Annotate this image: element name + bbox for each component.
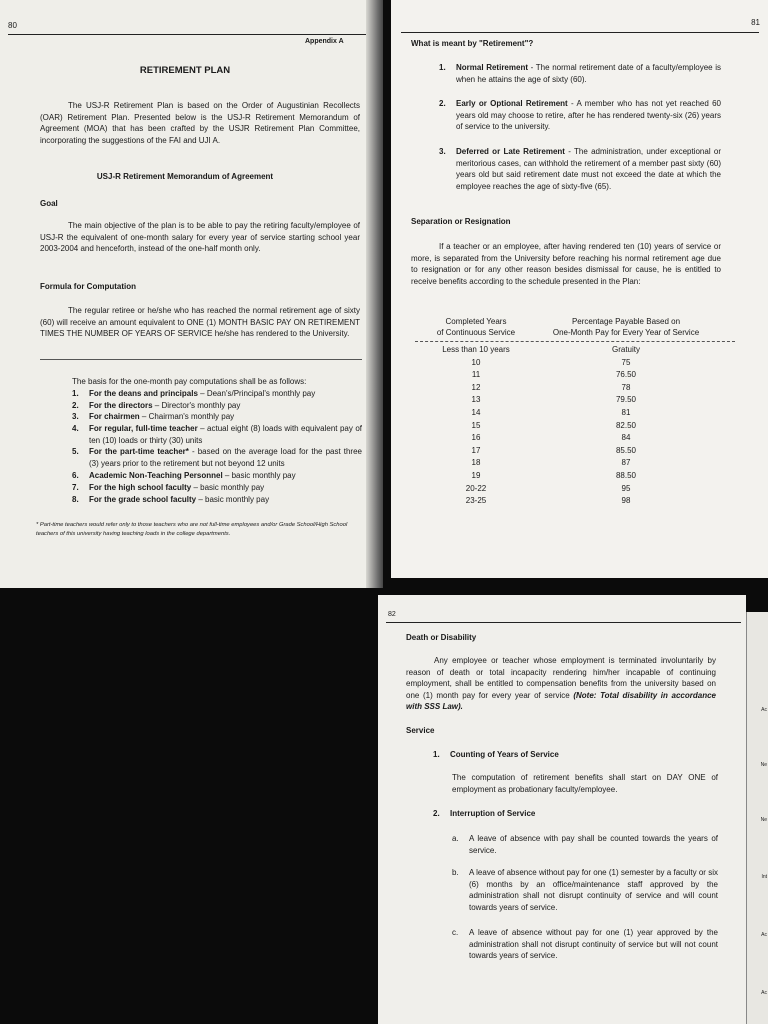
table-row bbox=[421, 432, 721, 445]
table-row bbox=[421, 394, 721, 407]
table-cell-percentage: 95 bbox=[621, 483, 631, 493]
basis-intro: The basis for the one-month pay computations shall be as follows: bbox=[72, 377, 307, 386]
retirement-question: What is meant by "Retirement"? bbox=[411, 39, 534, 48]
table-cell-years: 15 bbox=[471, 420, 481, 430]
footnote: * Part-time teachers would refer only to those teachers who are not full-time employees and/or Grade School/High School teachers of this university having teaching loads in the college departments. bbox=[36, 522, 348, 537]
formula-paragraph: The regular retiree or he/she who has reached the normal retirement age of sixty (60) will receive an amount equivalent to ONE (1) MONTH BASIC PAY ON RETIREMENT TIMES THE NUMBER OF YEARS OF SERVICE he/she has rendered to the University. bbox=[40, 306, 360, 339]
table-cell-percentage: 87 bbox=[621, 458, 631, 468]
page-number: 82 bbox=[388, 611, 396, 618]
service-item-1-text: The computation of retirement benefits shall start on DAY ONE of employment as probationary faculty/employee. bbox=[452, 773, 718, 794]
table-row bbox=[421, 407, 721, 420]
table-cell-years: 12 bbox=[471, 382, 481, 392]
table-cell-percentage: 81 bbox=[621, 407, 631, 417]
table-cell-percentage: 78 bbox=[621, 382, 631, 392]
death-heading: Death or Disability bbox=[406, 633, 477, 642]
table-cell-years: 19 bbox=[471, 470, 481, 480]
table-cell-years: 11 bbox=[471, 370, 481, 380]
page-82: 82 Death or Disability Any employee or teacher whose employment is terminated involuntarily by reason of death or total incapacity rendering him/her incapable of continuing employment, shall be entitled to compensation benefits from the university based on one (1) month pay for every year of service (Note: Total disability in accordance with SSS Law). Service 1. Counting of Years of Service The computation of retirement benefits shall start on DAY ONE of employment as probationary faculty/employee. 2. Interruption of Service a. A leave of absence with pay shall be counted towards the years of service. b. A leave of absence without pay for one (1) semester by a faculty or six (6) months by an office/maintenance staff approved by the administration shall not disrupt continuity of service and will count towards years of service. c. A leave of absence without pay for one (1) year approved by the administration shall not disrupt continuity of service but will not count towards years of service. bbox=[378, 595, 746, 1024]
table-cell-years: Less than 10 years bbox=[442, 345, 510, 354]
service-heading: Service bbox=[406, 726, 435, 735]
table-cell-percentage: 85.50 bbox=[615, 445, 637, 455]
table-cell-years: 14 bbox=[471, 407, 481, 417]
col-header-years: Completed Years of Continuous Service bbox=[436, 317, 516, 337]
col-header-percentage: Percentage Payable Based on One-Month Pay for Every Year of Service bbox=[552, 317, 700, 337]
goal-heading: Goal bbox=[40, 199, 58, 208]
goal-paragraph: The main objective of the plan is to be able to pay the retiring faculty/employee of USJ-R the equivalent of one-month salary for every year of service starting school year 2003-2004 and henceforth, instead of the one-half month only. bbox=[40, 221, 360, 254]
table-row bbox=[421, 470, 721, 483]
table-cell-percentage: 79.50 bbox=[615, 395, 637, 405]
table-cell-years: 16 bbox=[471, 433, 481, 443]
table-row bbox=[421, 357, 721, 370]
table-cell-years: 17 bbox=[471, 445, 481, 455]
table-cell-years: 13 bbox=[471, 395, 481, 405]
table-row bbox=[421, 420, 721, 433]
table-rule bbox=[415, 341, 735, 343]
table-row bbox=[421, 445, 721, 458]
death-paragraph: Any employee or teacher whose employment is terminated involuntarily by reason of death or total incapacity rendering him/her incapable of continuing employment, shall be entitled to compensation benefits from the university based on one (1) month pay for every year of service (Note: Total disability in accordance with SSS Law). bbox=[406, 656, 717, 712]
table-cell-percentage: 75 bbox=[621, 357, 631, 367]
schedule-table bbox=[421, 316, 721, 508]
header-rule bbox=[401, 32, 759, 33]
separation-paragraph: If a teacher or an employee, after having rendered ten (10) years of service or more, is separated from the University before reaching his normal retirement age due to resignation or for any other reason besides dismissal for cause, he is entitled to receive benefits according to the schedule presented in the Plan: bbox=[411, 242, 721, 286]
table-cell-percentage: 88.50 bbox=[615, 470, 637, 480]
table-cell-percentage: 82.50 bbox=[615, 420, 637, 430]
table-cell-years: 20-22 bbox=[465, 483, 487, 493]
separation-heading: Separation or Resignation bbox=[411, 217, 511, 226]
table-row bbox=[421, 495, 721, 508]
page-81: 81 What is meant by "Retirement"? 1. Normal Retirement - The normal retirement date of a faculty/employee is when he attains the age of sixty (60). 2. Early or Optional Retirement - A member who has not yet reached 60 years old may choose to retire, after he has rendered twenty-six (26) years of service to the university. 3. Deferred or Late Retirement - The administration, under exceptional or meritorious cases, can withhold the retirement of a member past sixty (60) years old but said retirement date must not exceed the date at which the employee reaches the age of sixty-five (65). Separation or Resignation If a teacher or an employee, after having rendered ten (10) years of service or more, is separated from the University before reaching his normal retirement age due to resignation or for any other reason besides dismissal for cause, he is entitled to receive benefits according to the schedule presented in the Plan: Completed Years of Continuous Service Percentage Payable Based on One-Month Pay for Every Year of Service Less than 10 years Gratuity 10 75 11 76.50 12 78 13 79.50 14 81 15 82.50 16 84 17 85.50 18 87 19 88.50 20-22 95 23-25 98 bbox=[391, 0, 768, 578]
page-number: 81 bbox=[751, 18, 760, 27]
table-cell-years: 18 bbox=[471, 458, 481, 468]
table-cell-years: 23-25 bbox=[465, 496, 487, 506]
table-cell-percentage: 76.50 bbox=[615, 370, 637, 380]
table-cell-years: 10 bbox=[471, 357, 481, 367]
page-title: RETIREMENT PLAN bbox=[139, 65, 231, 76]
page-80: 80 Appendix A RETIREMENT PLAN The USJ-R Retirement Plan is based on the Order of Augustinian Recollects (OAR) Retirement Plan. Presented below is the USJ-R Retirement Memorandum of Agreement (MOA) that has been crafted by the USJR Retirement Plan Committee, incorporating the suggestions of the FAI and UJI A. USJ-R Retirement Memorandum of Agreement Goal The main objective of the plan is to be able to pay the retiring faculty/employee of USJ-R the equivalent of one-month salary for every year of service starting school year 2003-2004 and henceforth, instead of the one-half month only. Formula for Computation The regular retiree or he/she who has reached the normal retirement age of sixty (60) will receive an amount equivalent to ONE (1) MONTH BASIC PAY ON RETIREMENT TIMES THE NUMBER OF YEARS OF SERVICE he/she has rendered to the University. The basis for the one-month pay computations shall be as follows: 1. For the deans and principals – Dean's/Principal's monthly pay 2. For the directors – Director's monthly pay 3. For chairmen – Chairman's monthly pay 4. For regular, full-time teacher – actual eight (8) loads with equivalent pay of ten (10) loads or thirty (30) units 5. For the part-time teacher* - based on the average load for the past three (3) years prior to the retirement but not beyond 12 units 6. Academic Non-Teaching Personnel – basic monthly pay 7. For the high school faculty – basic monthly pay 8. For the grade school faculty – basic monthly pay * Part-time teachers would refer only to those teachers who are not full-time employees and/or Grade School/High School teachers of this university having teaching loads in the college departments. bbox=[0, 0, 383, 588]
header-rule bbox=[8, 34, 368, 35]
table-cell-percentage: Gratuity bbox=[611, 345, 640, 354]
intro-paragraph: The USJ-R Retirement Plan is based on the Order of Augustinian Recollects (OAR) Retirement Plan. Presented below is the USJ-R Retirement Memorandum of Agreement (MOA) that has been crafted by the USJR Retirement Plan Committee, incorporating the suggestions of the FAI and UJI A. bbox=[40, 101, 360, 145]
table-cell-percentage: 98 bbox=[621, 496, 631, 506]
table-row bbox=[421, 382, 721, 395]
table-row bbox=[421, 483, 721, 496]
next-page-edge: Ac Ne Ne Int Ac Ac bbox=[746, 612, 768, 1024]
book-spine-shadow bbox=[366, 0, 383, 588]
moa-heading: USJ-R Retirement Memorandum of Agreement bbox=[96, 172, 274, 181]
table-row bbox=[421, 369, 721, 382]
table-row bbox=[421, 457, 721, 470]
table-cell-percentage: 84 bbox=[621, 433, 631, 443]
header-rule bbox=[386, 622, 741, 623]
appendix-label: Appendix A bbox=[305, 38, 344, 45]
formula-heading: Formula for Computation bbox=[40, 282, 136, 291]
section-rule bbox=[40, 359, 362, 360]
page-number: 80 bbox=[8, 21, 17, 30]
